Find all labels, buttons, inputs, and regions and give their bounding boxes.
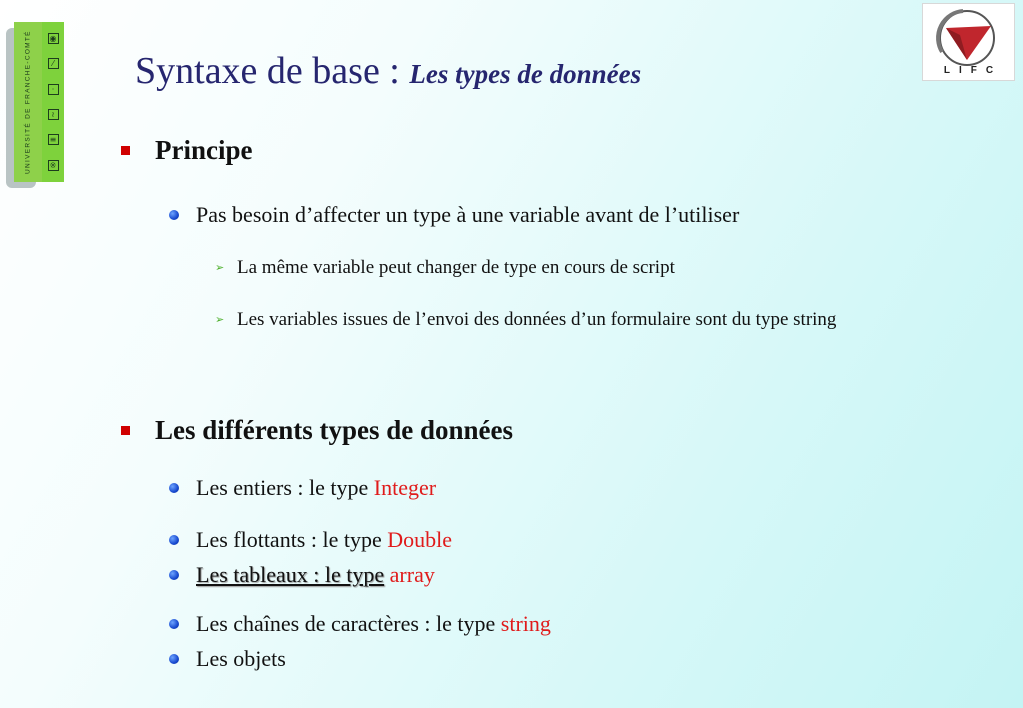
university-logo-icons [42,22,64,182]
pattern-icon: ※ [48,160,59,171]
sub-list-item: La même variable peut changer de type en cours de script [237,257,675,278]
list-item [196,474,436,502]
page-title [135,48,641,97]
section-heading-principe: Principe [155,135,253,165]
list-item [196,645,286,673]
grid-icon: ≡ [48,134,59,145]
title-subtitle: Les types de données [409,59,642,89]
blue-dot-icon [169,210,179,220]
red-square-icon [121,426,130,435]
red-square-icon [121,146,130,155]
sub-list-item: Les variables issues de l’envoi des données d’un formulaire sont du type string [237,309,837,330]
type-name: array [384,562,435,587]
green-arrow-icon: ➢ [215,313,225,326]
blue-dot-icon [169,535,179,545]
list-item [196,526,452,554]
blue-dot-icon [169,654,179,664]
item-text: Les objets [196,646,286,671]
type-name: string [500,611,551,636]
item-text: Les tableaux : le type [196,562,385,587]
title-main: Syntaxe de base : [135,50,410,92]
blue-dot-icon [169,619,179,629]
list-item [196,610,551,638]
dot-icon: · [48,84,59,95]
pen-icon: ⁄ [48,58,59,69]
type-name: Integer [373,475,437,500]
blue-dot-icon [169,570,179,580]
lifc-logo-text: LIFC [943,65,1003,76]
university-logo [6,22,64,188]
item-text: Les entiers : le type [196,475,374,500]
list-item [196,561,435,589]
atom-icon: ◉ [48,33,59,44]
university-logo-text: UNIVERSITÉ DE FRANCHE-COMTÉ [24,30,32,174]
list-item: Pas besoin d’affecter un type à une variable avant de l’utiliser [196,202,740,227]
wave-icon: ≀ [48,109,59,120]
blue-dot-icon [169,483,179,493]
item-text: Les chaînes de caractères : le type [196,611,501,636]
green-arrow-icon: ➢ [215,261,225,274]
type-name: Double [387,527,452,552]
item-text: Les flottants : le type [196,527,388,552]
lifc-logo [922,3,1015,81]
section-heading-types: Les différents types de données [155,415,514,445]
